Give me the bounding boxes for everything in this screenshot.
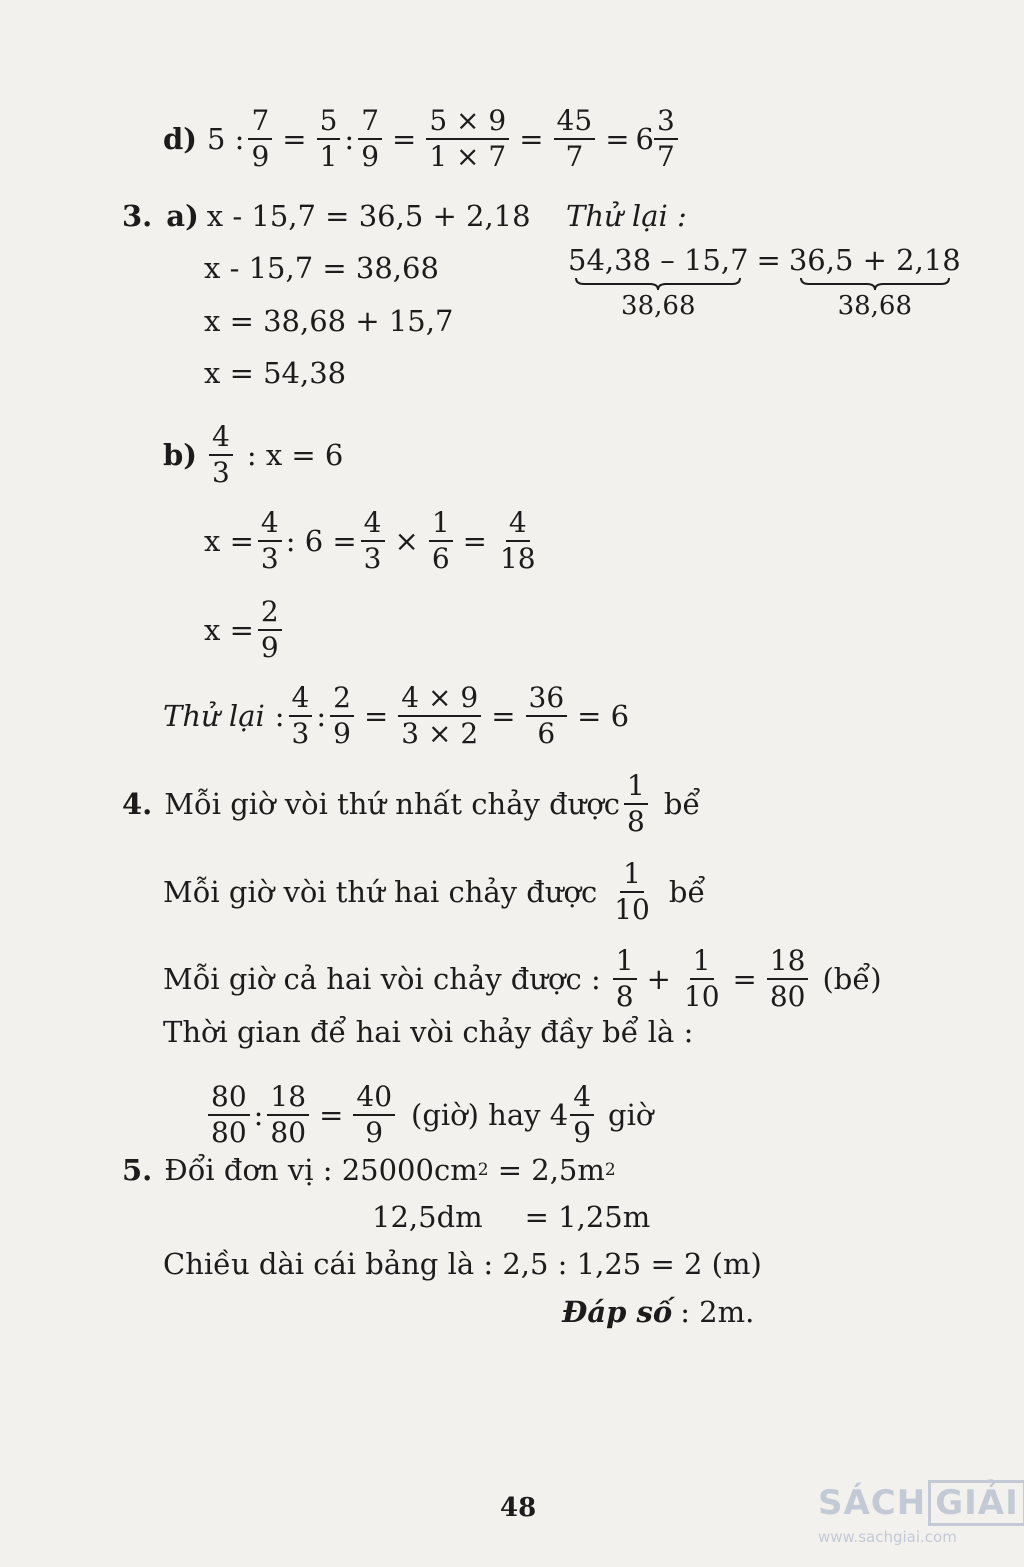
fraction: $\frac{1}{8}$ (624, 769, 648, 839)
mixed-number: 6 $\frac{3}{7}$ (636, 104, 682, 174)
problem-5-line3: Chiều dài cái bảng là : 2,5 : 1,25 = 2 (m) (163, 1247, 762, 1281)
fraction: $\frac{18}{80}$ (267, 1080, 309, 1150)
fraction: $\frac{4}{9}$ (570, 1080, 594, 1150)
problem-4-line2: Mỗi giờ vòi thứ hai chảy được $\frac{1}{10}$ bể (163, 857, 706, 926)
problem-3b-line2: x = $\frac{4}{3}$ : 6 = $\frac{4}{3}$ × $\frac{1}{6}$ = $\frac{4}{18}$ (204, 506, 543, 576)
label-a: a) (166, 199, 199, 233)
fraction: $\frac{2}{9}$ (330, 681, 354, 751)
problem-3b-line3: x = $\frac{2}{9}$ (204, 595, 286, 665)
problem-4-line1: 4. Mỗi giờ vòi thứ nhất chảy được $\frac{1}{8}$ bể (122, 769, 701, 838)
fraction: $\frac{4 \times 9}{3 \times 2}$ (398, 681, 481, 751)
problem-4-line5: $\frac{80}{80}$ : $\frac{18}{80}$ = $\frac{40}{9}$ (giờ) hay 4 $\frac{4}{9}$ giờ (204, 1080, 653, 1150)
problem-number-5: 5. (122, 1153, 153, 1187)
fraction: $\frac{1}{8}$ (613, 944, 637, 1014)
page-number: 48 (500, 1493, 537, 1523)
problem-5-line2: 12,5dm = 1,25m (372, 1200, 651, 1234)
equation-line: x - 15,7 = 38,68 (204, 251, 439, 285)
fraction: $\frac{18}{80}$ (767, 944, 809, 1014)
problem-2d-line: d) 5 : $\frac{7}{9}$ = $\frac{5}{1}$ : $\frac{7}{9}$ = $\frac{5 \times 9}{1 \times 7}$ = $\frac{45}{7}$ = 6 $\frac{3}{7}$ (163, 104, 682, 174)
fraction: $\frac{7}{9}$ (248, 104, 272, 174)
label-b: b) (163, 438, 197, 472)
equation-line: x - 15,7 = 36,5 + 2,18 (206, 199, 531, 233)
check-title: Thử lại : (566, 199, 687, 233)
underbrace-icon (574, 277, 742, 291)
fraction: $\frac{36}{6}$ (526, 681, 568, 751)
problem-4-line3: Mỗi giờ cả hai vòi chảy được : $\frac{1}{8}$ + $\frac{1}{10}$ = $\frac{18}{80}$ (bể) (163, 944, 882, 1013)
fraction: $\frac{7}{9}$ (358, 104, 382, 174)
fraction: $\frac{40}{9}$ (353, 1080, 395, 1150)
fraction: $\frac{5}{1}$ (317, 104, 341, 174)
fraction: $\frac{4}{3}$ (361, 506, 385, 576)
watermark-logo: SÁCH GIẢI www.sachgiai.com (818, 1480, 1024, 1546)
equation-line: x = 38,68 + 15,7 (204, 304, 454, 338)
fraction: $\frac{4}{3}$ (209, 420, 233, 490)
label-d: d) (163, 122, 197, 156)
problem-3b-line1: b) $\frac{4}{3}$ : x = 6 (163, 420, 344, 489)
brace-group-left: 54,38 – 15,7 38,68 (568, 243, 749, 321)
problem-5-line1: 5. Đổi đơn vị : 25000cm 2 = 2,5m 2 (122, 1153, 616, 1187)
underbrace-icon (799, 277, 951, 291)
d-lead: 5 : (207, 122, 245, 156)
fraction: $\frac{5 \times 9}{1 \times 7}$ (426, 104, 509, 174)
problem-number-4: 4. (122, 787, 153, 821)
fraction: $\frac{1}{10}$ (683, 944, 720, 1013)
problem-3a-line1 (122, 198, 531, 234)
fraction: $\frac{1}{6}$ (429, 506, 453, 576)
fraction: $\frac{4}{3}$ (289, 681, 313, 751)
problem-3b-check: Thử lại : $\frac{4}{3}$ : $\frac{2}{9}$ = $\frac{4 \times 9}{3 \times 2}$ = $\frac{36}{6}$ = 6 (163, 681, 630, 750)
fraction: $\frac{80}{80}$ (208, 1080, 250, 1150)
problem-4-line4: Thời gian để hai vòi chảy đầy bể là : (163, 1015, 694, 1049)
problem-number-3: 3. (122, 199, 153, 233)
equation-line: x = 54,38 (204, 356, 347, 390)
brace-group-right: 36,5 + 2,18 38,68 (788, 243, 961, 321)
fraction: $\frac{45}{7}$ (554, 104, 596, 174)
fraction: $\frac{1}{10}$ (614, 857, 650, 926)
answer-line: Đáp số : 2m. (562, 1295, 755, 1329)
fraction: $\frac{4}{3}$ (258, 506, 282, 576)
fraction: $\frac{2}{9}$ (258, 595, 282, 665)
check-equation: 54,38 – 15,7 38,68 = 36,5 + 2,18 38,68 (568, 243, 961, 321)
fraction: $\frac{4}{18}$ (499, 506, 536, 575)
